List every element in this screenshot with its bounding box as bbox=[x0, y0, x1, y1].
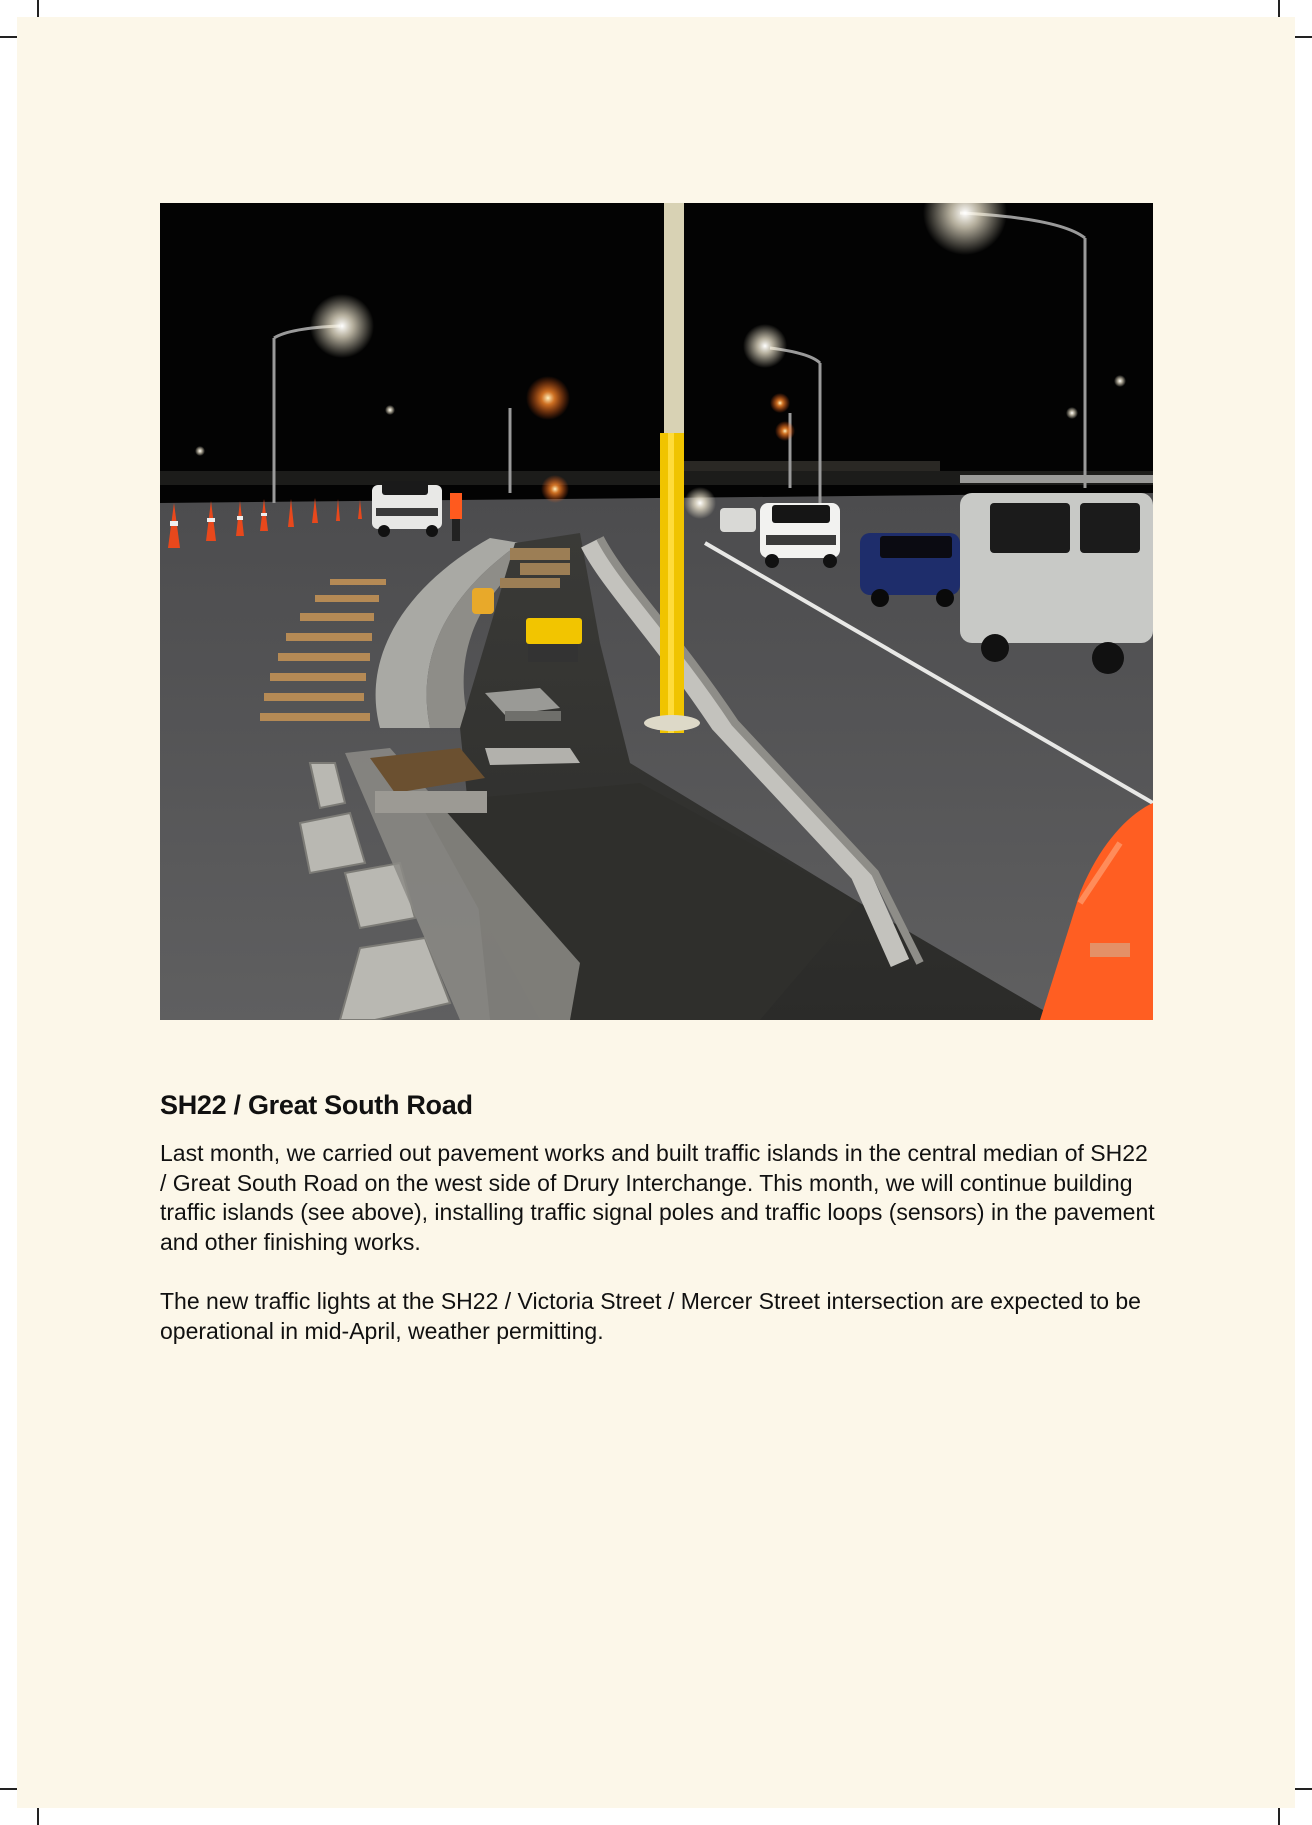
crop-mark bbox=[37, 1808, 39, 1825]
crop-mark bbox=[1278, 1808, 1280, 1825]
crop-mark bbox=[1295, 36, 1312, 38]
section-heading: SH22 / Great South Road bbox=[160, 1090, 473, 1120]
crop-mark bbox=[0, 36, 17, 38]
crop-mark bbox=[1295, 1788, 1312, 1790]
crop-mark bbox=[37, 0, 39, 17]
body-paragraph-1: Last month, we carried out pavement works and built traffic islands in the central median of SH22 / Great South Road on the west side of Drury Interchange. This month, we will continue building traffic islands (see above), installing traffic signal poles and traffic loops (sensors) in the pavement and other finishing works. bbox=[160, 1140, 1155, 1255]
crop-mark bbox=[1278, 0, 1280, 17]
crop-mark bbox=[0, 1788, 17, 1790]
roadworks-photo bbox=[160, 203, 1153, 1020]
roadworks-illustration bbox=[160, 203, 1153, 1020]
body-paragraph-2: The new traffic lights at the SH22 / Victoria Street / Mercer Street intersection are expected to be operational in mid-April, weather permitting. bbox=[160, 1288, 1141, 1344]
